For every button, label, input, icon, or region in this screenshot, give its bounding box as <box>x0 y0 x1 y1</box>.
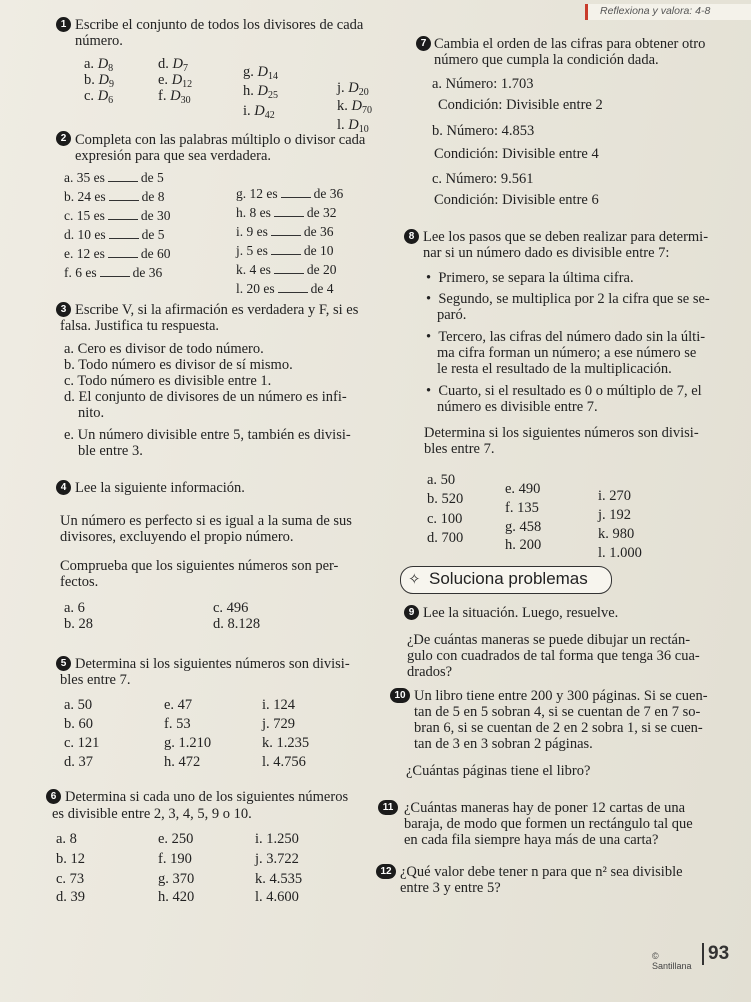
exercise-number-10: 10 <box>390 688 410 703</box>
ex4-item-c: c. 496 <box>213 600 249 616</box>
ex8-title: Lee los pasos que se deben realizar para determi- <box>423 229 709 245</box>
answer-blank[interactable] <box>281 187 311 198</box>
ex10-line-4: tan de 3 en 3 sobran 2 páginas. <box>414 736 593 752</box>
ex4-item-d: d. 8.128 <box>213 616 261 632</box>
ex8-item-f: f. 135 <box>505 500 539 516</box>
ex6-item-j: j. 3.722 <box>255 851 299 867</box>
answer-blank[interactable] <box>109 190 139 201</box>
ex7-item-b-condition: Condición: Divisible entre 4 <box>434 146 599 162</box>
ex5-item-d: d. 37 <box>64 754 93 770</box>
answer-blank[interactable] <box>108 171 138 182</box>
ex8-item-g: g. 458 <box>505 519 542 535</box>
answer-blank[interactable] <box>271 225 301 236</box>
answer-blank[interactable] <box>274 263 304 274</box>
ex12-line-1: ¿Qué valor debe tener n para que n² sea divisible <box>400 864 683 880</box>
answer-blank[interactable] <box>108 247 138 258</box>
ex8-step-2: • Segundo, se multiplica por 2 la cifra que se se- <box>426 291 710 307</box>
ex1-title-2: número. <box>75 33 123 49</box>
ex6-title: Determina si cada uno de los siguientes números <box>65 789 349 805</box>
exercise-number-7: 7 <box>416 36 431 51</box>
ex4-info-1: Un número es perfecto si es igual a la suma de sus <box>60 513 352 529</box>
ex6-item-h: h. 420 <box>158 889 195 905</box>
ex3-item-c: c. Todo número es divisible entre 1. <box>64 373 272 389</box>
ex8-step-4: • Cuarto, si el resultado es 0 o múltiplo de 7, el <box>426 383 702 399</box>
ex6-item-g: g. 370 <box>158 871 195 887</box>
exercise-number-8: 8 <box>404 229 419 244</box>
ex7-item-b: b. Número: 4.853 <box>432 123 535 139</box>
ex7-title-2: número que cumpla la condición dada. <box>434 52 659 68</box>
ex1-item-d: d. $D_7$ <box>158 56 188 74</box>
ex8-determine: Determina si los siguientes números son divisi- <box>424 425 699 441</box>
exercise-number-11: 11 <box>378 800 398 815</box>
ex6-item-i: i. 1.250 <box>255 831 299 847</box>
exercise-number-2: 2 <box>56 131 71 146</box>
ex8-step-3c: le resta el resultado de la multiplicación. <box>437 361 672 377</box>
ex8-item-c: c. 100 <box>427 511 463 527</box>
header-label: Reflexiona y valora: 4-8 <box>600 5 711 17</box>
ex10-line-1: Un libro tiene entre 200 y 300 páginas. Si se cuen- <box>414 688 708 704</box>
ex1-item-e: e. $D_{12}$ <box>158 72 193 90</box>
ex2-item-c: c. 15 es de 30 <box>64 208 171 223</box>
ex5-item-i: i. 124 <box>262 697 296 713</box>
ex2-item-e: e. 12 es de 60 <box>64 246 171 261</box>
ex2-title: Completa con las palabras múltiplo o divisor cada <box>75 132 366 148</box>
ex8-item-h: h. 200 <box>505 537 542 553</box>
ex8-step-2b: paró. <box>437 307 467 323</box>
ex8-item-i: i. 270 <box>598 488 632 504</box>
answer-blank[interactable] <box>100 266 130 277</box>
section-header <box>400 566 612 594</box>
ex6-item-a: a. 8 <box>56 831 77 847</box>
ex11-line-2: baraja, de modo que formen un rectángulo tal que <box>404 816 693 832</box>
answer-blank[interactable] <box>109 228 139 239</box>
ex8-item-b: b. 520 <box>427 491 464 507</box>
ex8-step-3: • Tercero, las cifras del número dado sin la últi- <box>426 329 706 345</box>
ex8-title-2: nar si un número dado es divisible entre 7: <box>423 245 670 261</box>
publisher-brand: © Santillana <box>652 951 692 971</box>
answer-blank[interactable] <box>274 206 304 217</box>
ex1-title: Escribe el conjunto de todos los divisores de cada <box>75 17 364 33</box>
ex5-item-a: a. 50 <box>64 697 93 713</box>
ex1-item-i: i. $D_{42}$ <box>243 103 275 121</box>
ex8-item-l: l. 1.000 <box>598 545 642 561</box>
ex5-item-g: g. 1.210 <box>164 735 212 751</box>
ex4-item-a: a. 6 <box>64 600 85 616</box>
ex7-item-c: c. Número: 9.561 <box>432 171 534 187</box>
ex5-item-j: j. 729 <box>262 716 296 732</box>
ex9-question-1: ¿De cuántas maneras se puede dibujar un rectán- <box>407 632 691 648</box>
exercise-number-6: 6 <box>46 789 61 804</box>
ex2-item-f: f. 6 es de 36 <box>64 265 163 280</box>
ex9-question-3: drados? <box>407 664 453 680</box>
ex6-item-d: d. 39 <box>56 889 85 905</box>
ex4-item-b: b. 28 <box>64 616 93 632</box>
ex5-item-k: k. 1.235 <box>262 735 310 751</box>
ex1-item-h: h. $D_{25}$ <box>243 83 278 101</box>
ex7-title: Cambia el orden de las cifras para obtener otro <box>434 36 706 52</box>
exercise-number-1: 1 <box>56 17 71 32</box>
ex10-line-3: bran 6, si se cuentan de 2 en 2 sobra 1, si se cuen- <box>414 720 703 736</box>
ex3-item-b: b. Todo número es divisor de sí mismo. <box>64 357 293 373</box>
ex8-item-j: j. 192 <box>598 507 632 523</box>
ex3-item-d: d. El conjunto de divisores de un número es infi- <box>64 389 347 405</box>
answer-blank[interactable] <box>108 209 138 220</box>
ex3-item-e: e. Un número divisible entre 5, también es divisi- <box>64 427 351 443</box>
ex8-step-1: • Primero, se separa la última cifra. <box>426 270 634 286</box>
ex2-item-d: d. 10 es de 5 <box>64 227 165 242</box>
ex2-item-h: h. 8 es de 32 <box>236 205 337 220</box>
ex2-item-g: g. 12 es de 36 <box>236 186 344 201</box>
ex8-item-d: d. 700 <box>427 530 464 546</box>
ex5-item-f: f. 53 <box>164 716 191 732</box>
ex1-item-g: g. $D_{14}$ <box>243 64 278 82</box>
ex7-item-c-condition: Condición: Divisible entre 6 <box>434 192 599 208</box>
ex10-line-2: tan de 5 en 5 sobran 4, si se cuentan de 7 en 7 so- <box>414 704 701 720</box>
exercise-number-4: 4 <box>56 480 71 495</box>
ex5-item-l: l. 4.756 <box>262 754 306 770</box>
exercise-number-12: 12 <box>376 864 396 879</box>
ex4-title: Lee la siguiente información. <box>75 480 245 496</box>
ex8-step-4b: número es divisible entre 7. <box>437 399 598 415</box>
ex11-line-3: en cada fila siempre haya más de una carta? <box>404 832 659 848</box>
ex5-title-2: bles entre 7. <box>60 672 131 688</box>
puzzle-icon: ✧ <box>408 572 421 588</box>
exercise-number-9: 9 <box>404 605 419 620</box>
ex6-item-c: c. 73 <box>56 871 85 887</box>
ex5-title: Determina si los siguientes números son divisi- <box>75 656 350 672</box>
ex4-check-1: Comprueba que los siguientes números son per- <box>60 558 339 574</box>
page-number: 93 <box>708 943 730 964</box>
ex2-title-2: expresión para que sea verdadera. <box>75 148 272 164</box>
exercise-number-3: 3 <box>56 302 71 317</box>
ex11-line-1: ¿Cuántas maneras hay de poner 12 cartas de una <box>404 800 686 816</box>
ex2-item-k: k. 4 es de 20 <box>236 262 337 277</box>
ex8-item-k: k. 980 <box>598 526 635 542</box>
ex2-item-j: j. 5 es de 10 <box>236 243 334 258</box>
ex10-question: ¿Cuántas páginas tiene el libro? <box>406 763 591 779</box>
ex4-check-2: fectos. <box>60 574 99 590</box>
ex6-item-e: e. 250 <box>158 831 194 847</box>
ex3-title-2: falsa. Justifica tu respuesta. <box>60 318 220 334</box>
ex1-item-a: a. $D_8$ <box>84 56 114 74</box>
ex1-item-b: b. $D_9$ <box>84 72 114 90</box>
ex6-title-2: es divisible entre 2, 3, 4, 5, 9 o 10. <box>52 806 252 822</box>
ex5-item-h: h. 472 <box>164 754 201 770</box>
ex2-item-a: a. 35 es de 5 <box>64 170 164 185</box>
ex2-item-i: i. 9 es de 36 <box>236 224 334 239</box>
answer-blank[interactable] <box>278 282 308 293</box>
ex1-item-j: j. $D_{20}$ <box>337 80 369 98</box>
ex8-step-3b: ma cifra forman un número; a ese número se <box>437 345 697 361</box>
ex2-item-b: b. 24 es de 8 <box>64 189 165 204</box>
ex1-item-f: f. $D_{30}$ <box>158 88 191 106</box>
ex8-item-e: e. 490 <box>505 481 541 497</box>
ex6-item-f: f. 190 <box>158 851 192 867</box>
ex5-item-b: b. 60 <box>64 716 93 732</box>
ex9-title: Lee la situación. Luego, resuelve. <box>423 605 619 621</box>
ex5-item-c: c. 121 <box>64 735 100 751</box>
ex7-item-a: a. Número: 1.703 <box>432 76 534 92</box>
exercise-number-5: 5 <box>56 656 71 671</box>
ex12-line-2: entre 3 y entre 5? <box>400 880 501 896</box>
ex8-determine-2: bles entre 7. <box>424 441 495 457</box>
ex1-item-l: l. $D_{10}$ <box>337 117 369 135</box>
ex1-item-k: k. $D_{70}$ <box>337 98 372 116</box>
footer-divider <box>702 943 704 965</box>
ex6-item-b: b. 12 <box>56 851 85 867</box>
ex6-item-k: k. 4.535 <box>255 871 303 887</box>
ex5-item-e: e. 47 <box>164 697 193 713</box>
ex3-item-e-2: ble entre 3. <box>78 443 143 459</box>
ex6-item-l: l. 4.600 <box>255 889 299 905</box>
ex3-item-d-2: nito. <box>78 405 105 421</box>
ex3-item-a: a. Cero es divisor de todo número. <box>64 341 264 357</box>
section-title: Soluciona problemas <box>429 569 588 588</box>
ex9-question-2: gulo con cuadrados de tal forma que tenga 36 cua- <box>407 648 700 664</box>
ex3-title: Escribe V, si la afirmación es verdadera y F, si es <box>75 302 359 318</box>
ex8-item-a: a. 50 <box>427 472 456 488</box>
ex1-item-c: c. $D_6$ <box>84 88 114 106</box>
ex2-item-l: l. 20 es de 4 <box>236 281 334 296</box>
answer-blank[interactable] <box>271 244 301 255</box>
ex4-info-2: divisores, excluyendo el propio número. <box>60 529 294 545</box>
ex7-item-a-condition: Condición: Divisible entre 2 <box>438 97 603 113</box>
